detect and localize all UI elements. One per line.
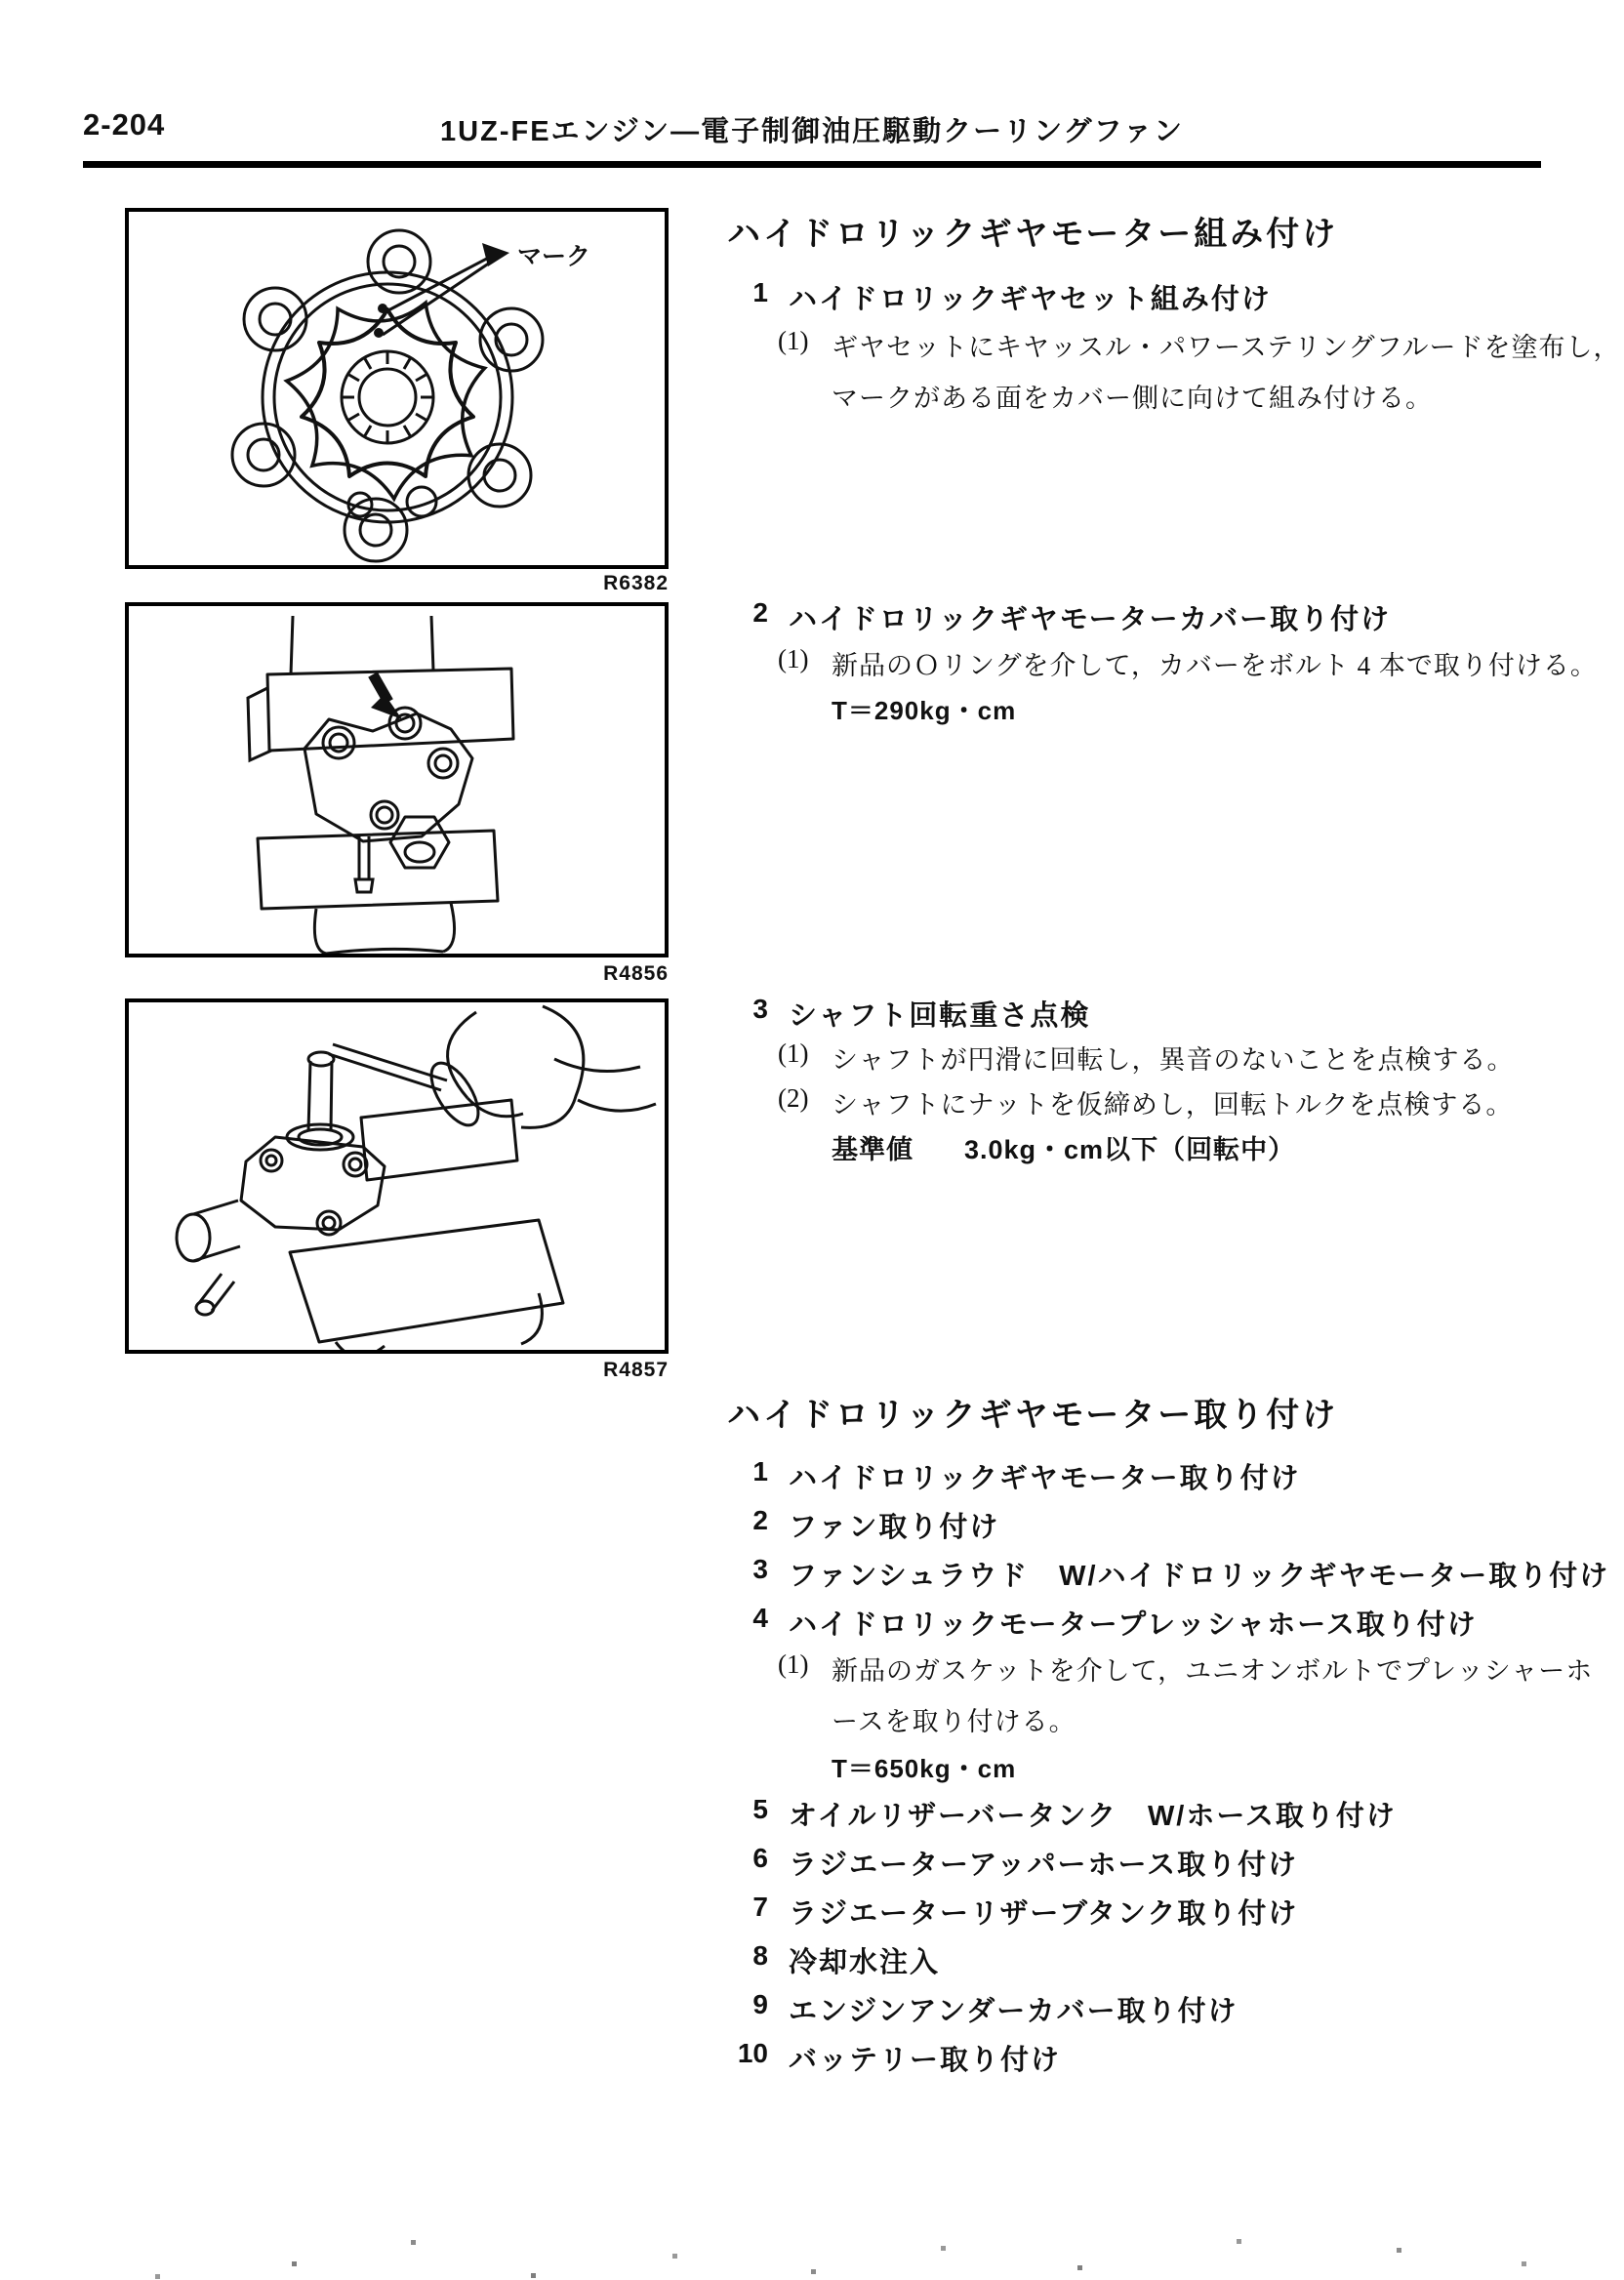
gearset-drawing [129,212,665,565]
scan-noise-specks [0,0,3,3]
step-heading: ハイドロリックギヤセット組み付け [789,284,1272,315]
figure-cover-install [125,602,669,957]
standard-value-line [832,1128,1295,1166]
tool-handle [423,1055,488,1132]
step-number: 2 [752,1505,768,1535]
figure-id-label: R4857 [603,1359,669,1381]
step-heading: ラジエーターリザーブタンク取り付け [789,1898,1299,1930]
step-heading: シャフト回転重さ点検 [789,1000,1091,1032]
step-number: 8 [752,1940,768,1971]
torque-spec: T＝650kg・cm [832,1754,1017,1783]
substep-text: ースを取り付ける。 [832,1707,1076,1736]
step-heading: バッテリー取り付け [789,2045,1062,2076]
cover-install-drawing [129,606,665,954]
step-heading: ハイドロリックモータープレッシャホース取り付け [789,1609,1478,1641]
leader-arrowhead-icon [482,243,509,266]
chapter-title: 1UZ-FEエンジン―電子制御油圧駆動クーリングファン [440,116,1184,147]
pointer-arrow-icon [371,694,402,719]
substep-number: (2) [778,1083,809,1113]
step-number: 7 [752,1892,768,1922]
figure-id-label: R6382 [603,572,669,594]
shaft-check-drawing [129,1002,665,1350]
step-number: 4 [752,1603,768,1633]
page-number: 2-204 [83,107,166,142]
step-heading: ファンシュラウド W/ハイドロリックギヤモーター取り付け [789,1561,1610,1592]
substep-text: 新品のガスケットを介して，ユニオンボルトでプレッシャーホ [832,1656,1594,1686]
gear-mark-dot [374,328,384,338]
step-number: 1 [752,277,768,307]
step-heading: ファン取り付け [789,1512,1000,1543]
step-number: 3 [752,1554,768,1584]
gear-mark-dot [378,304,387,313]
substep-number: (1) [778,644,809,673]
substep-number: (1) [778,1649,809,1679]
figure-gearset [125,208,669,569]
step-number: 9 [752,1989,768,2019]
step-heading: ハイドロリックギヤモーター取り付け [789,1463,1301,1494]
step-heading: 冷却水注入 [789,1947,941,1978]
substep-number: (1) [778,1038,809,1068]
gear-mark-annotation: マーク [517,243,591,270]
figure-shaft-check [125,998,669,1354]
step-number: 5 [752,1794,768,1824]
step-number: 10 [737,2038,768,2068]
step-heading: エンジンアンダーカバー取り付け [789,1996,1238,2027]
standard-value: 3.0kg・cm以下（回転中） [964,1135,1296,1164]
step-number: 3 [752,994,768,1024]
substep-text: シャフトが円滑に回転し，異音のないことを点検する。 [832,1045,1515,1075]
substep-number: (1) [778,326,809,355]
step-number: 2 [752,597,768,628]
gear-star-outline [302,309,473,476]
step-number: 6 [752,1843,768,1873]
step-number: 1 [752,1456,768,1486]
section-title-installation: ハイドロリックギヤモーター取り付け [727,1397,1339,1434]
section-title-assembly: ハイドロリックギヤモーター組み付け [727,216,1339,253]
substep-text: マークがある面をカバー側に向けて組み付ける。 [832,384,1433,413]
figure-id-label: R4856 [603,962,669,985]
standard-value-label: 基準値 [832,1135,914,1164]
step-heading: ハイドロリックギヤモーターカバー取り付け [789,604,1392,635]
substep-text: 新品のＯリングを介して，カバーをボルト 4 本で取り付ける。 [832,651,1598,680]
substep-text: シャフトにナットを仮締めし，回転トルクを点検する。 [832,1090,1514,1120]
torque-spec: T＝290kg・cm [832,696,1017,725]
step-heading: オイルリザーバータンク W/ホース取り付け [789,1801,1397,1832]
substep-text: ギヤセットにキヤッスル・パワーステリングフルードを塗布し， [832,333,1621,362]
header-rule [83,161,1541,168]
step-heading: ラジエーターアッパーホース取り付け [789,1850,1299,1881]
